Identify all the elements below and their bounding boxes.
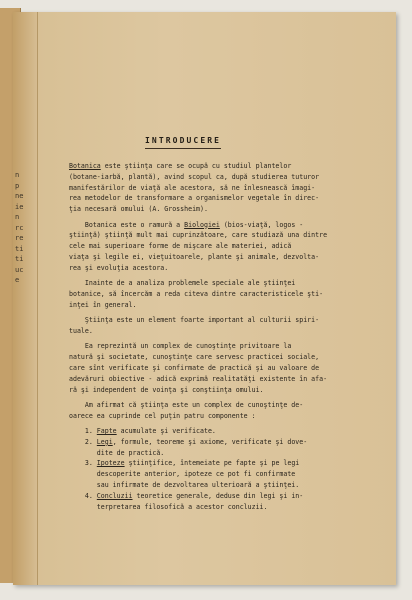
paragraph	[69, 458, 399, 490]
paragraph	[69, 278, 399, 310]
title-text: INTRODUCERE	[145, 136, 222, 145]
underlined-term: Legi	[96, 437, 113, 446]
line-segment: 3.	[69, 459, 97, 468]
text-line: viaţa şi legile ei, vieţuitoarele, plante şi animale, dezvolta-	[69, 252, 320, 261]
margin-fragment: rc	[15, 223, 24, 232]
text-line: (botane-iarbă, plantă), avind scopul ca, după studierea tuturor	[69, 172, 320, 181]
paragraph	[69, 437, 399, 459]
underlined-term: Fapte	[96, 427, 117, 436]
margin-fragment: e	[15, 276, 20, 284]
binding-spine	[13, 12, 38, 585]
text-line: oarece ea cuprinde cel puţin patru componente :	[69, 411, 256, 420]
text-line: rea metodelor de transformare a organismelor vegetale în direc-	[69, 194, 320, 203]
text-line: Ea reprezintă un complex de cunoştinţe privitoare la	[69, 342, 292, 351]
text-line	[69, 491, 399, 502]
underlined-term: Concluzii	[96, 491, 133, 500]
text-line	[69, 437, 399, 448]
paragraph	[69, 426, 399, 437]
margin-fragment: ne	[15, 192, 24, 200]
line-segment: 2.	[69, 437, 97, 446]
paragraph	[69, 341, 399, 395]
line-segment: teoretice generale, deduse din legi şi in-	[132, 491, 304, 500]
text-line: rea şi evoluţia acestora.	[69, 263, 169, 272]
text-line	[69, 161, 399, 172]
text-line: Ştiinţa este un element foarte important al culturii spiri-	[69, 316, 320, 325]
text-line: sau infirmate de dezvoltarea ulterioară a ştiinţei.	[69, 481, 300, 490]
line-segment: Botanica este o ramură a	[69, 220, 185, 229]
text-line: inţei în general.	[69, 300, 137, 309]
margin-fragments	[15, 170, 39, 286]
paragraph	[69, 161, 399, 215]
margin-fragment: ie	[15, 202, 24, 211]
text-line: cele mai superioare forme de mişcare ale materiei, adică	[69, 242, 292, 251]
margin-fragment: uc	[15, 265, 24, 274]
line-segment: este ştiinţa care se ocupă cu studiul plantelor	[100, 162, 292, 170]
text-line	[69, 426, 399, 437]
line-segment: ştiinţifice, întemeiate pe fapte şi pe legi	[124, 459, 300, 468]
page-title	[145, 136, 221, 145]
text-line: tuale.	[69, 326, 93, 335]
text-line: adevăruri obiective - adică exprimă realitatăţi existente în afa-	[69, 374, 328, 383]
margin-fragment: ti	[15, 244, 24, 253]
text-line: manifestărilor de viaţă ale acestora, să ne înlesnească îmagi-	[69, 183, 316, 192]
margin-fragment: n	[15, 171, 20, 179]
paragraph	[69, 400, 399, 422]
text-line: ţia necesară omului (A. Grossheim).	[69, 205, 208, 214]
paragraph	[69, 315, 399, 337]
line-segment: 4.	[69, 491, 97, 500]
text-line	[69, 458, 399, 469]
text-line: descoperite anterior, ipoteze ce pot fi confirmate	[69, 470, 296, 479]
text-line: Am afirmat că ştiinţa este un complex de cunoştinţe de-	[69, 400, 304, 409]
margin-fragment: re	[15, 234, 24, 242]
text-line: care sînt verificate şi confirmate de practică şi au valoare de	[69, 363, 320, 372]
body-text	[69, 161, 399, 512]
margin-fragment: ti	[15, 255, 24, 263]
text-line: ră şi independent de voinţa şi conştiinţa omului.	[69, 385, 264, 394]
underlined-term: Biologiei	[184, 220, 220, 229]
text-line: terpretarea filosofică a acestor concluzii.	[69, 502, 268, 511]
margin-fragment: n	[15, 213, 20, 221]
document-page	[13, 12, 396, 585]
title-underline	[145, 148, 221, 149]
line-segment: , formule, teoreme şi axiome, verificate şi dove-	[112, 437, 308, 446]
paragraph	[69, 491, 399, 513]
text-line	[69, 220, 399, 231]
underlined-term: Botanica	[69, 162, 101, 170]
text-line: dite de practică.	[69, 448, 165, 457]
line-segment: (bios-viaţă, logos -	[219, 220, 304, 229]
paragraph	[69, 220, 399, 274]
text-line: natură şi societate, cunoştinţe care servesc practicei sociale,	[69, 353, 320, 362]
text-line: Inainte de a analiza problemele speciale ale ştiinţei	[69, 279, 296, 288]
text-line: ştiinţă) ştiinţă mult mai cuprinzătoare, care studiază una dintre	[69, 231, 328, 240]
margin-fragment: p	[15, 181, 20, 190]
line-segment: acumulate şi verificate.	[116, 427, 216, 436]
underlined-term: Ipoteze	[96, 459, 125, 468]
text-line: botanice, să încercăm a reda citeva dintre caracteristicele şti-	[69, 289, 324, 298]
line-segment: 1.	[69, 427, 97, 436]
